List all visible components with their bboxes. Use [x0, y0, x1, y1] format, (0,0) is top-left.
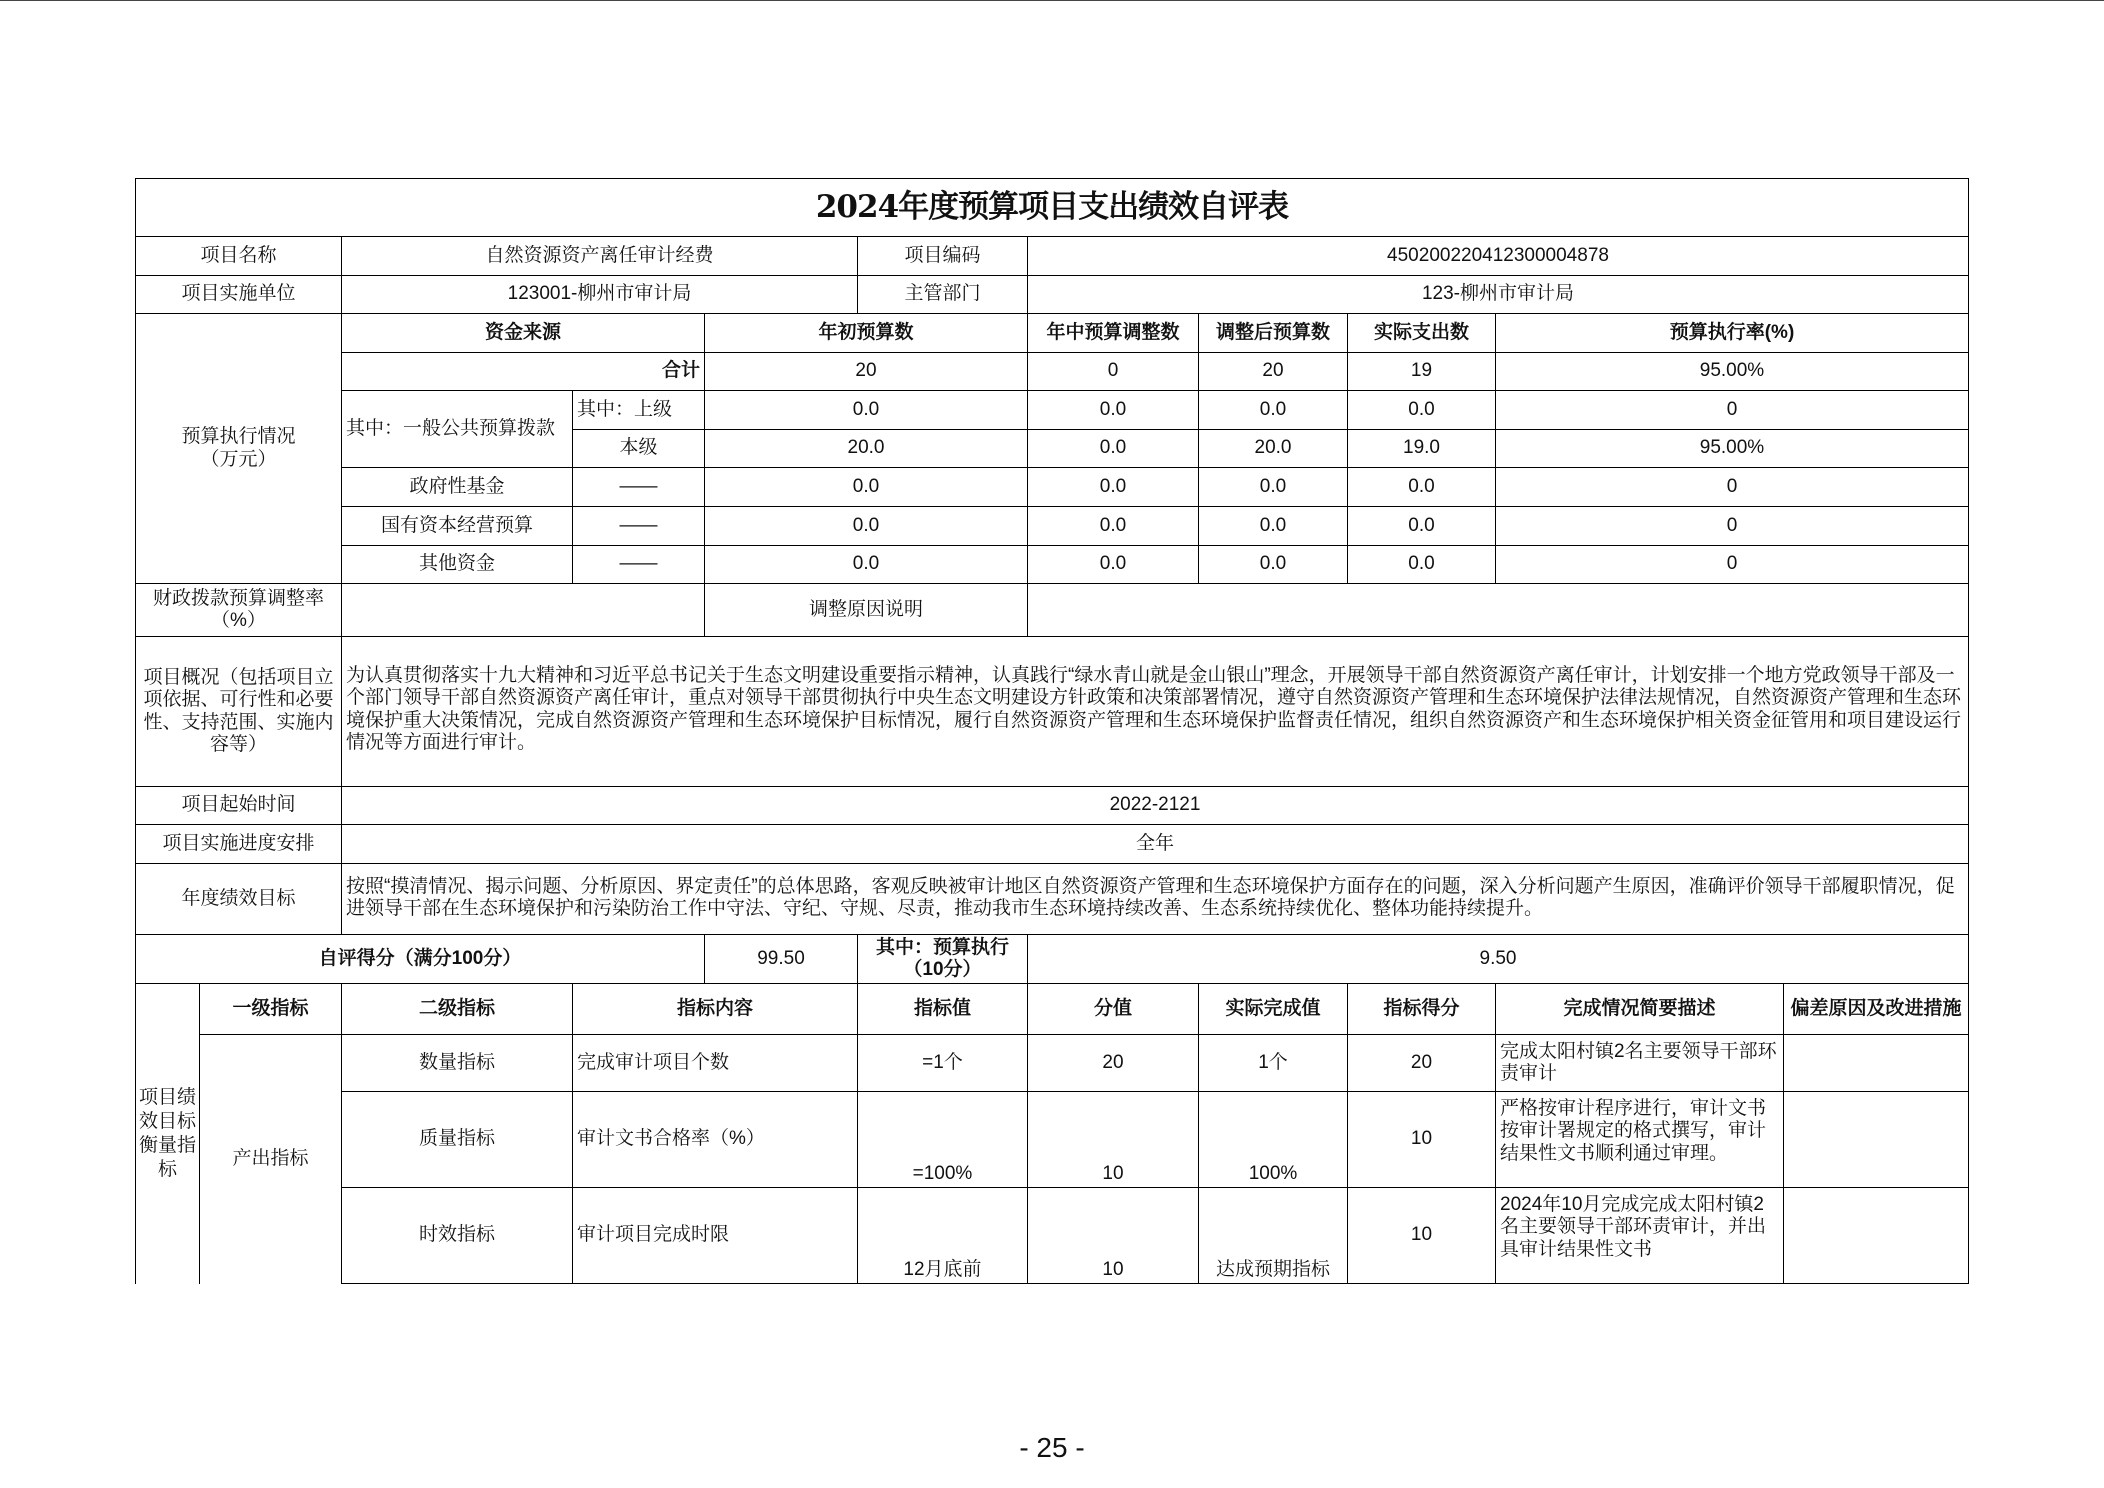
- indicator-row: [136, 1188, 1969, 1284]
- indicator-header: 偏差原因及改进措施: [1784, 984, 1969, 1035]
- table-cell: 19.0: [1348, 430, 1496, 468]
- project-overview-text: 为认真贯彻落实十九大精神和习近平总书记关于生态文明建设重要指示精神，认真践行“绿水青山就是金山银山”理念，开展领导干部自然资源资产离任审计，计划安排一个地方党政领导干部及一个部门领导干部自然资源资产离任审计，重点对领导干部贯彻执行中央生态文明建设方针政策和决策部署情况，遵守自然资源资产管理和生态环境保护法律法规情况，自然资源资产管理和生态环境保护重大决策情况，完成自然资源资产管理和生态环境保护目标情况，履行自然资源资产管理和生态环境保护监督责任情况，组织自然资源资产和生态环境保护相关资金征管用和项目建设运行情况等方面进行审计。: [342, 637, 1969, 787]
- dash-cell: ——: [573, 468, 705, 507]
- table-cell: 0.0: [1348, 391, 1496, 430]
- indicator-header: 指标得分: [1348, 984, 1496, 1035]
- indicator-header: 实际完成值: [1199, 984, 1348, 1035]
- table-cell: 0.0: [1028, 546, 1199, 584]
- project-name-label: 项目名称: [136, 237, 342, 276]
- table-cell: 0.0: [1348, 507, 1496, 546]
- table-cell: 0.0: [1028, 430, 1199, 468]
- indicator-score: 20: [1348, 1035, 1496, 1092]
- budget-row-total: [136, 353, 1969, 391]
- table-cell: 0.0: [1199, 507, 1348, 546]
- table-cell: 0: [1028, 353, 1199, 391]
- indicator-header: 分值: [1028, 984, 1199, 1035]
- project-name-value: 自然资源资产离任审计经费: [342, 237, 858, 276]
- indicator-deviation-reason: [1784, 1035, 1969, 1092]
- budget-header-source: 资金来源: [342, 314, 705, 353]
- budget-execution-score-value: 9.50: [1028, 935, 1969, 984]
- page-number: - 25 -: [1019, 1432, 1085, 1463]
- indicator-weight: 20: [1028, 1035, 1199, 1092]
- indicator-actual: 1个: [1199, 1035, 1348, 1092]
- level2-indicator: 时效指标: [342, 1188, 573, 1284]
- table-cell: 0.0: [1028, 391, 1199, 430]
- table-cell: 0: [1496, 507, 1969, 546]
- project-overview-label: 项目概况（包括项目立项依据、可行性和必要性、支持范围、实施内容等）: [136, 637, 342, 787]
- indicator-weight: 10: [1028, 1092, 1199, 1188]
- indicator-weight: 10: [1028, 1188, 1199, 1284]
- indicator-header: 二级指标: [342, 984, 573, 1035]
- table-cell: 20.0: [1199, 430, 1348, 468]
- table-cell: 0.0: [705, 468, 1028, 507]
- table-cell: 0.0: [1348, 468, 1496, 507]
- indicator-header-row: [136, 984, 1969, 1035]
- indicator-header: 一级指标: [200, 984, 342, 1035]
- gov-fund-label: 政府性基金: [342, 468, 573, 507]
- indicator-description: 2024年10月完成完成太阳村镇2名主要领导干部环责审计，并出具审计结果性文书: [1496, 1188, 1784, 1284]
- self-score-label: 自评得分（满分100分）: [136, 935, 705, 984]
- total-label: 合计: [342, 353, 705, 391]
- annual-goal-label: 年度绩效目标: [136, 864, 342, 935]
- budget-header-adjusted: 调整后预算数: [1199, 314, 1348, 353]
- table-cell: 19: [1348, 353, 1496, 391]
- budget-header-actual: 实际支出数: [1348, 314, 1496, 353]
- other-funds-label: 其他资金: [342, 546, 573, 584]
- budget-row-state-capital: [136, 507, 1969, 546]
- indicator-deviation-reason: [1784, 1092, 1969, 1188]
- table-cell: 95.00%: [1496, 430, 1969, 468]
- budget-header-initial: 年初预算数: [705, 314, 1028, 353]
- indicator-actual: 达成预期指标: [1199, 1188, 1348, 1284]
- table-cell: 20.0: [705, 430, 1028, 468]
- level1-indicator-output: 产出指标: [200, 1035, 342, 1284]
- table-cell: 0.0: [1028, 507, 1199, 546]
- dash-cell: ——: [573, 507, 705, 546]
- indicator-row: [136, 1092, 1969, 1188]
- indicator-deviation-reason: [1784, 1188, 1969, 1284]
- table-cell: 20: [705, 353, 1028, 391]
- page-top-border: [0, 0, 2104, 1]
- dash-cell: ——: [573, 546, 705, 584]
- adjust-rate-label: 财政拨款预算调整率（%）: [136, 584, 342, 637]
- budget-row-upper: [136, 391, 1969, 430]
- implementing-unit-label: 项目实施单位: [136, 276, 342, 314]
- table-cell: 95.00%: [1496, 353, 1969, 391]
- indicator-score: 10: [1348, 1188, 1496, 1284]
- indicator-description: 严格按审计程序进行，审计文书按审计署规定的格式撰写，审计结果性文书顺利通过审理。: [1496, 1092, 1784, 1188]
- table-cell: 0.0: [1199, 546, 1348, 584]
- indicator-content: 审计项目完成时限: [573, 1188, 858, 1284]
- budget-header-execution-rate: 预算执行率(%): [1496, 314, 1969, 353]
- indicator-actual: 100%: [1199, 1092, 1348, 1188]
- indicator-target: =1个: [858, 1035, 1028, 1092]
- level2-indicator: 数量指标: [342, 1035, 573, 1092]
- adjust-reason-label: 调整原因说明: [705, 584, 1028, 637]
- indicator-header: 完成情况简要描述: [1496, 984, 1784, 1035]
- project-code-value: 450200220412300004878: [1028, 237, 1969, 276]
- indicator-header: 指标内容: [573, 984, 858, 1035]
- supervising-dept-value: 123-柳州市审计局: [1028, 276, 1969, 314]
- annual-goal-text: 按照“摸清情况、揭示问题、分析原因、界定责任”的总体思路，客观反映被审计地区自然资源资产管理和生态环境保护方面存在的问题，深入分析问题产生原因，准确评价领导干部履职情况，促进领导干部在生态环境保护和污染防治工作中守法、守纪、守规、尽责，推动我市生态环境持续改善、生态系统持续优化、整体功能持续提升。: [342, 864, 1969, 935]
- self-score-value: 99.50: [705, 935, 858, 984]
- table-cell: 20: [1199, 353, 1348, 391]
- table-cell: 0: [1496, 468, 1969, 507]
- table-cell: 0: [1496, 391, 1969, 430]
- table-title: 2024年度预算项目支出绩效自评表: [136, 179, 1969, 237]
- local-level-label: 本级: [573, 430, 705, 468]
- table-cell: 0.0: [1199, 391, 1348, 430]
- budget-execution-score-label: 其中：预算执行（10分）: [858, 935, 1028, 984]
- table-cell: 0.0: [1348, 546, 1496, 584]
- indicator-row: [136, 1035, 1969, 1092]
- table-cell: 0: [1496, 546, 1969, 584]
- project-code-label: 项目编码: [858, 237, 1028, 276]
- indicator-score: 10: [1348, 1092, 1496, 1188]
- schedule-label: 项目实施进度安排: [136, 825, 342, 864]
- indicator-description: 完成太阳村镇2名主要领导干部环责审计: [1496, 1035, 1784, 1092]
- start-time-label: 项目起始时间: [136, 787, 342, 825]
- performance-self-evaluation-table: [135, 178, 1969, 1284]
- start-time-value: 2022-2121: [342, 787, 1969, 825]
- upper-level-label: 其中：上级: [573, 391, 705, 430]
- indicator-content: 完成审计项目个数: [573, 1035, 858, 1092]
- schedule-value: 全年: [342, 825, 1969, 864]
- table-cell: 0.0: [1028, 468, 1199, 507]
- adjust-rate-value: [342, 584, 705, 637]
- table-cell: 0.0: [705, 546, 1028, 584]
- indicator-section-label: 项目绩效目标衡量指标: [136, 984, 200, 1284]
- supervising-dept-label: 主管部门: [858, 276, 1028, 314]
- budget-row-other: [136, 546, 1969, 584]
- level2-indicator: 质量指标: [342, 1092, 573, 1188]
- budget-execution-label: 预算执行情况 （万元）: [136, 314, 342, 584]
- adjust-reason-value: [1028, 584, 1969, 637]
- general-budget-label: 其中：一般公共预算拨款: [342, 391, 573, 468]
- table-cell: 0.0: [1199, 468, 1348, 507]
- indicator-header: 指标值: [858, 984, 1028, 1035]
- budget-row-gov-fund: [136, 468, 1969, 507]
- table-cell: 0.0: [705, 391, 1028, 430]
- indicator-target: =100%: [858, 1092, 1028, 1188]
- table-cell: 0.0: [705, 507, 1028, 546]
- state-capital-label: 国有资本经营预算: [342, 507, 573, 546]
- indicator-content: 审计文书合格率（%）: [573, 1092, 858, 1188]
- implementing-unit-value: 123001-柳州市审计局: [342, 276, 858, 314]
- budget-header-midyear-adjust: 年中预算调整数: [1028, 314, 1199, 353]
- indicator-target: 12月底前: [858, 1188, 1028, 1284]
